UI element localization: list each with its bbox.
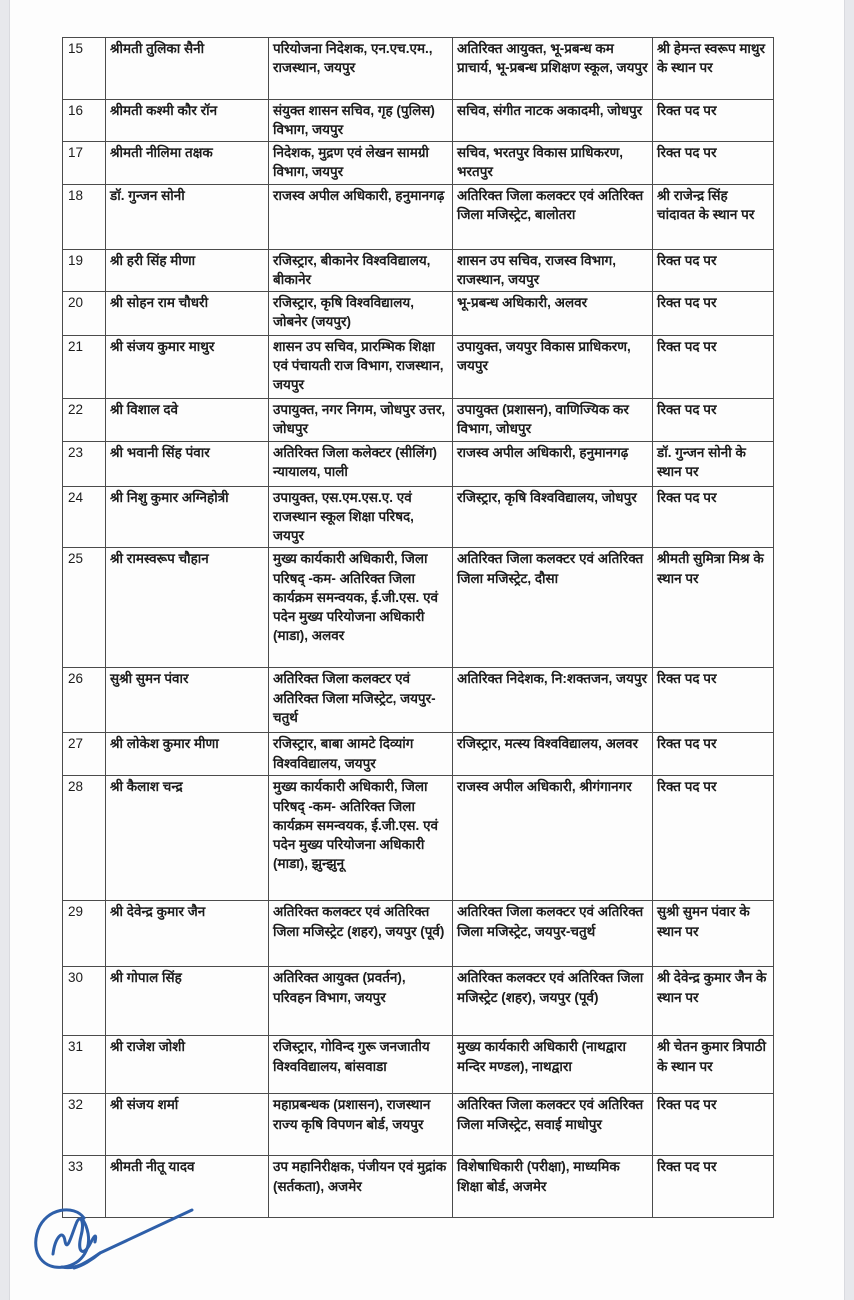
- officer-name-cell: श्रीमती तुलिका सैनी: [106, 38, 269, 100]
- remark-cell: रिक्त पद पर: [653, 776, 774, 901]
- serial-number-cell: 20: [63, 291, 106, 335]
- serial-number-cell: 15: [63, 38, 106, 100]
- current-post-cell: अतिरिक्त जिला कलेक्टर (सीलिंग) न्यायालय, पाली: [269, 441, 453, 486]
- new-post-cell: रजिस्ट्रार, कृषि विश्वविद्यालय, जोधपुर: [453, 486, 653, 547]
- serial-number-cell: 19: [63, 249, 106, 291]
- new-post-cell: अतिरिक्त जिला कलक्टर एवं अतिरिक्त जिला मजिस्ट्रेट, जयपुर-चतुर्थ: [453, 901, 653, 967]
- current-post-cell: परियोजना निदेशक, एन.एच.एम., राजस्थान, जयपुर: [269, 38, 453, 100]
- table-row: [63, 901, 774, 967]
- current-post-cell: मुख्य कार्यकारी अधिकारी, जिला परिषद् -कम- अतिरिक्त जिला कार्यक्रम समन्वयक, ई.जी.एस. एवं पदेन मुख्य परियोजना अधिकारी (माडा), अलवर: [269, 548, 453, 668]
- new-post-cell: उपायुक्त (प्रशासन), वाणिज्यिक कर विभाग, जोधपुर: [453, 398, 653, 441]
- current-post-cell: निदेशक, मुद्रण एवं लेखन सामग्री विभाग, जयपुर: [269, 142, 453, 184]
- transfer-table: [62, 37, 774, 1218]
- new-post-cell: अतिरिक्त जिला कलक्टर एवं अतिरिक्त जिला मजिस्ट्रेट, सवाई माधोपुर: [453, 1094, 653, 1156]
- table-row: [63, 335, 774, 398]
- new-post-cell: रजिस्ट्रार, मत्स्य विश्वविद्यालय, अलवर: [453, 733, 653, 776]
- current-post-cell: राजस्व अपील अधिकारी, हनुमानगढ़: [269, 184, 453, 249]
- table-row: [63, 1036, 774, 1094]
- signature: [24, 1200, 224, 1278]
- remark-cell: रिक्त पद पर: [653, 668, 774, 733]
- new-post-cell: राजस्व अपील अधिकारी, श्रीगंगानगर: [453, 776, 653, 901]
- page-edge-right: [844, 0, 854, 1300]
- officer-name-cell: श्री हरी सिंह मीणा: [106, 249, 269, 291]
- officer-name-cell: श्री राजेश जोशी: [106, 1036, 269, 1094]
- serial-number-cell: 17: [63, 142, 106, 184]
- remark-cell: श्री देवेन्द्र कुमार जैन के स्थान पर: [653, 967, 774, 1036]
- serial-number-cell: 23: [63, 441, 106, 486]
- new-post-cell: शासन उप सचिव, राजस्व विभाग, राजस्थान, जयपुर: [453, 249, 653, 291]
- remark-cell: रिक्त पद पर: [653, 100, 774, 142]
- officer-name-cell: श्रीमती नीलिमा तक्षक: [106, 142, 269, 184]
- new-post-cell: अतिरिक्त जिला कलक्टर एवं अतिरिक्त जिला मजिस्ट्रेट, दौसा: [453, 548, 653, 668]
- remark-cell: रिक्त पद पर: [653, 1094, 774, 1156]
- serial-number-cell: 18: [63, 184, 106, 249]
- remark-cell: रिक्त पद पर: [653, 486, 774, 547]
- serial-number-cell: 27: [63, 733, 106, 776]
- page-edge-left: [0, 0, 10, 1300]
- serial-number-cell: 26: [63, 668, 106, 733]
- table-row: [63, 184, 774, 249]
- transfer-table-body: [63, 38, 774, 1218]
- new-post-cell: अतिरिक्त आयुक्त, भू-प्रबन्ध कम प्राचार्य, भू-प्रबन्ध प्रशिक्षण स्कूल, जयपुर: [453, 38, 653, 100]
- current-post-cell: महाप्रबन्धक (प्रशासन), राजस्थान राज्य कृषि विपणन बोर्ड, जयपुर: [269, 1094, 453, 1156]
- new-post-cell: सचिव, संगीत नाटक अकादमी, जोधपुर: [453, 100, 653, 142]
- current-post-cell: रजिस्ट्रार, गोविन्द गुरू जनजातीय विश्वविद्यालय, बांसवाडा: [269, 1036, 453, 1094]
- new-post-cell: अतिरिक्त कलक्टर एवं अतिरिक्त जिला मजिस्ट्रेट (शहर), जयपुर (पूर्व): [453, 967, 653, 1036]
- table-row: [63, 291, 774, 335]
- officer-name-cell: श्री संजय कुमार माथुर: [106, 335, 269, 398]
- table-row: [63, 249, 774, 291]
- remark-cell: रिक्त पद पर: [653, 1156, 774, 1218]
- serial-number-cell: 21: [63, 335, 106, 398]
- officer-name-cell: श्रीमती नीतू यादव: [106, 1156, 269, 1218]
- table-row: [63, 441, 774, 486]
- serial-number-cell: 22: [63, 398, 106, 441]
- new-post-cell: अतिरिक्त जिला कलक्टर एवं अतिरिक्त जिला मजिस्ट्रेट, बालोतरा: [453, 184, 653, 249]
- current-post-cell: शासन उप सचिव, प्रारम्भिक शिक्षा एवं पंचायती राज विभाग, राजस्थान, जयपुर: [269, 335, 453, 398]
- current-post-cell: उपायुक्त, नगर निगम, जोधपुर उत्तर, जोधपुर: [269, 398, 453, 441]
- remark-cell: रिक्त पद पर: [653, 249, 774, 291]
- officer-name-cell: श्री निशु कुमार अग्निहोत्री: [106, 486, 269, 547]
- current-post-cell: उपायुक्त, एस.एम.एस.ए. एवं राजस्थान स्कूल शिक्षा परिषद, जयपुर: [269, 486, 453, 547]
- table-row: [63, 1094, 774, 1156]
- table-row: [63, 486, 774, 547]
- officer-name-cell: श्री देवेन्द्र कुमार जैन: [106, 901, 269, 967]
- remark-cell: रिक्त पद पर: [653, 335, 774, 398]
- current-post-cell: उप महानिरीक्षक, पंजीयन एवं मुद्रांक (सर्तकता), अजमेर: [269, 1156, 453, 1218]
- table-row: [63, 967, 774, 1036]
- current-post-cell: अतिरिक्त जिला कलक्टर एवं अतिरिक्त जिला मजिस्ट्रेट, जयपुर-चतुर्थ: [269, 668, 453, 733]
- serial-number-cell: 24: [63, 486, 106, 547]
- table-row: [63, 142, 774, 184]
- table-row: [63, 733, 774, 776]
- remark-cell: सुश्री सुमन पंवार के स्थान पर: [653, 901, 774, 967]
- serial-number-cell: 28: [63, 776, 106, 901]
- remark-cell: श्री हेमन्त स्वरूप माथुर के स्थान पर: [653, 38, 774, 100]
- remark-cell: रिक्त पद पर: [653, 733, 774, 776]
- current-post-cell: संयुक्त शासन सचिव, गृह (पुलिस) विभाग, जयपुर: [269, 100, 453, 142]
- current-post-cell: मुख्य कार्यकारी अधिकारी, जिला परिषद् -कम- अतिरिक्त जिला कार्यक्रम समन्वयक, ई.जी.एस. एवं पदेन मुख्य परियोजना अधिकारी (माडा), झुन्झुनू: [269, 776, 453, 901]
- serial-number-cell: 31: [63, 1036, 106, 1094]
- current-post-cell: रजिस्ट्रार, बाबा आमटे दिव्यांग विश्वविद्यालय, जयपुर: [269, 733, 453, 776]
- current-post-cell: अतिरिक्त आयुक्त (प्रवर्तन), परिवहन विभाग, जयपुर: [269, 967, 453, 1036]
- current-post-cell: रजिस्ट्रार, कृषि विश्वविद्यालय, जोबनेर (जयपुर): [269, 291, 453, 335]
- new-post-cell: उपायुक्त, जयपुर विकास प्राधिकरण, जयपुर: [453, 335, 653, 398]
- officer-name-cell: श्रीमती कश्मी कौर रॉन: [106, 100, 269, 142]
- table-row: [63, 776, 774, 901]
- officer-name-cell: श्री गोपाल सिंह: [106, 967, 269, 1036]
- serial-number-cell: 30: [63, 967, 106, 1036]
- serial-number-cell: 32: [63, 1094, 106, 1156]
- serial-number-cell: 29: [63, 901, 106, 967]
- table-row: [63, 398, 774, 441]
- serial-number-cell: 33: [63, 1156, 106, 1218]
- officer-name-cell: श्री विशाल दवे: [106, 398, 269, 441]
- remark-cell: श्री चेतन कुमार त्रिपाठी के स्थान पर: [653, 1036, 774, 1094]
- officer-name-cell: श्री भवानी सिंह पंवार: [106, 441, 269, 486]
- remark-cell: रिक्त पद पर: [653, 398, 774, 441]
- table-row: [63, 100, 774, 142]
- table-row: [63, 38, 774, 100]
- new-post-cell: विशेषाधिकारी (परीक्षा), माध्यमिक शिक्षा बोर्ड, अजमेर: [453, 1156, 653, 1218]
- new-post-cell: मुख्य कार्यकारी अधिकारी (नाथद्वारा मन्दिर मण्डल), नाथद्वारा: [453, 1036, 653, 1094]
- officer-name-cell: श्री सोहन राम चौधरी: [106, 291, 269, 335]
- officer-name-cell: श्री संजय शर्मा: [106, 1094, 269, 1156]
- new-post-cell: भू-प्रबन्ध अधिकारी, अलवर: [453, 291, 653, 335]
- new-post-cell: अतिरिक्त निदेशक, नि:शक्तजन, जयपुर: [453, 668, 653, 733]
- officer-name-cell: श्री रामस्वरूप चौहान: [106, 548, 269, 668]
- remark-cell: रिक्त पद पर: [653, 142, 774, 184]
- current-post-cell: रजिस्ट्रार, बीकानेर विश्वविद्यालय, बीकानेर: [269, 249, 453, 291]
- remark-cell: श्री राजेन्द्र सिंह चांदावत के स्थान पर: [653, 184, 774, 249]
- remark-cell: श्रीमती सुमित्रा मिश्र के स्थान पर: [653, 548, 774, 668]
- remark-cell: रिक्त पद पर: [653, 291, 774, 335]
- signature-ink-icon: [24, 1200, 224, 1278]
- serial-number-cell: 25: [63, 548, 106, 668]
- serial-number-cell: 16: [63, 100, 106, 142]
- new-post-cell: सचिव, भरतपुर विकास प्राधिकरण, भरतपुर: [453, 142, 653, 184]
- officer-name-cell: श्री लोकेश कुमार मीणा: [106, 733, 269, 776]
- officer-name-cell: सुश्री सुमन पंवार: [106, 668, 269, 733]
- officer-name-cell: श्री कैलाश चन्द्र: [106, 776, 269, 901]
- current-post-cell: अतिरिक्त कलक्टर एवं अतिरिक्त जिला मजिस्ट्रेट (शहर), जयपुर (पूर्व): [269, 901, 453, 967]
- remark-cell: डॉ. गुन्जन सोनी के स्थान पर: [653, 441, 774, 486]
- officer-name-cell: डॉ. गुन्जन सोनी: [106, 184, 269, 249]
- table-row: [63, 548, 774, 668]
- new-post-cell: राजस्व अपील अधिकारी, हनुमानगढ़: [453, 441, 653, 486]
- table-row: [63, 668, 774, 733]
